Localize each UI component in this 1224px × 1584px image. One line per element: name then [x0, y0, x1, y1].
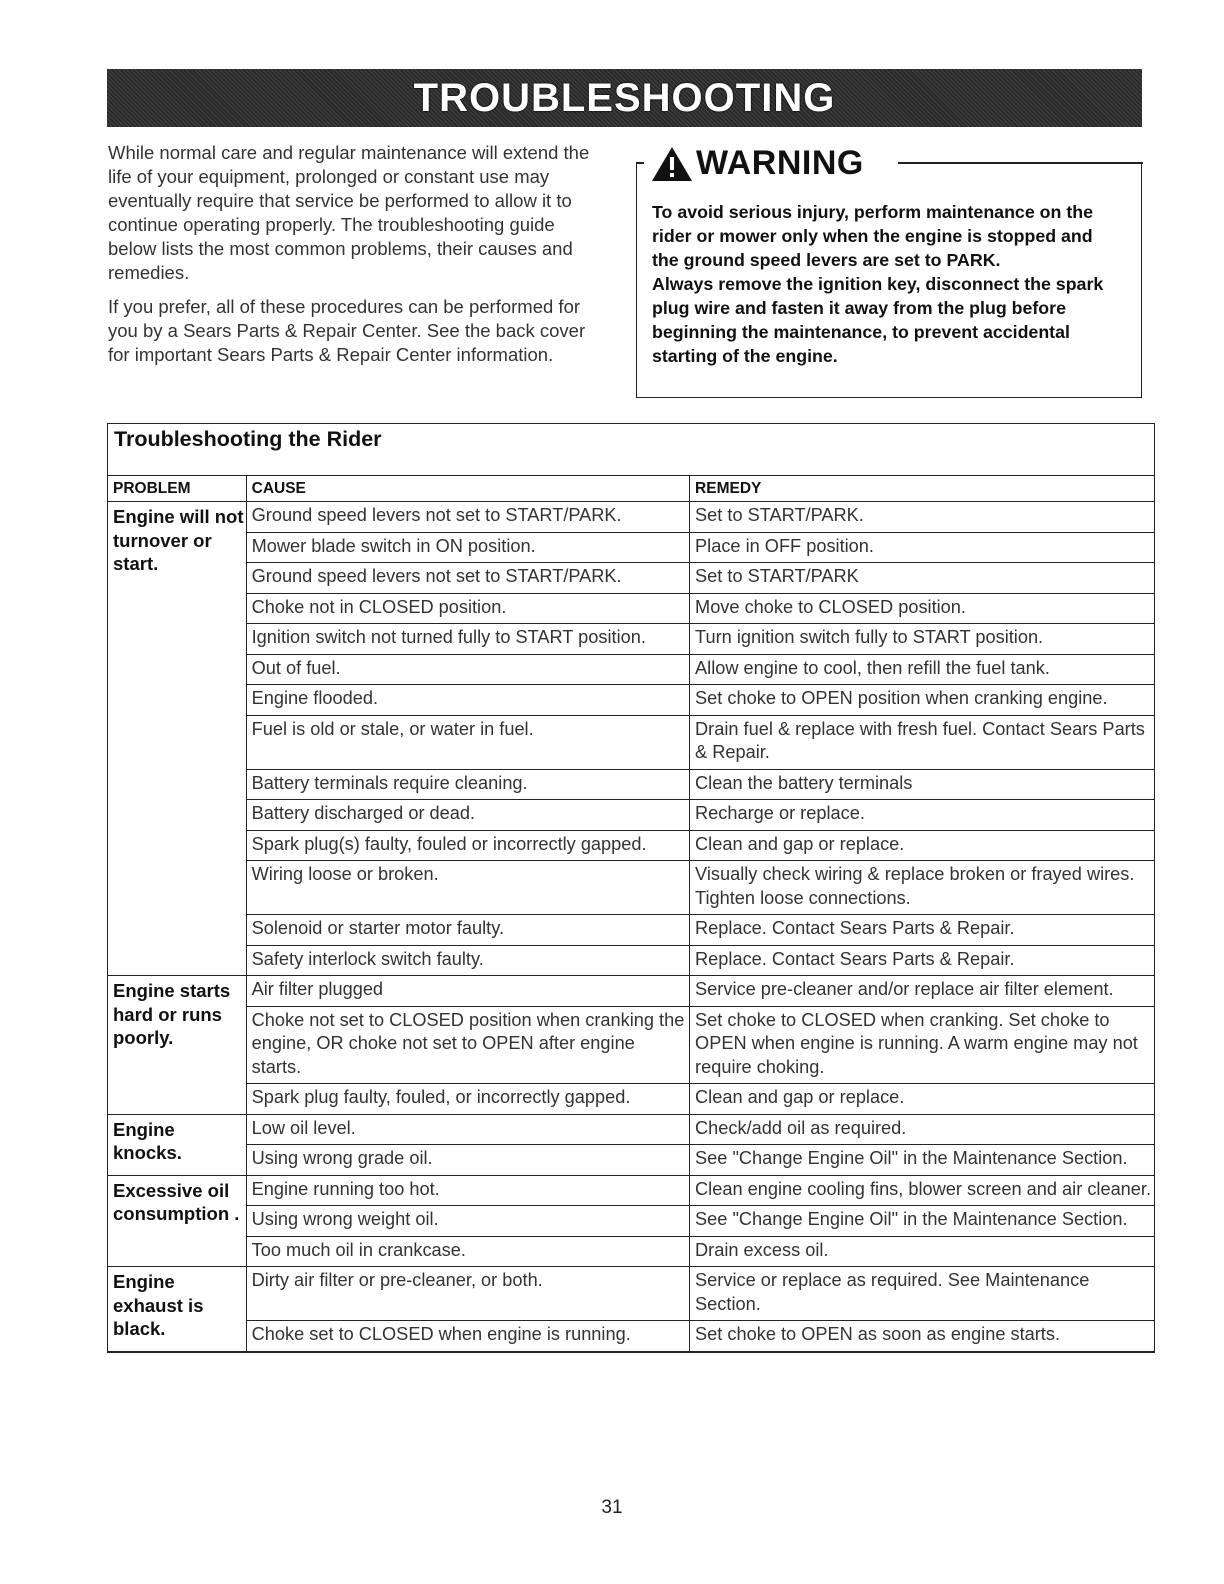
- warning-triangle-icon: [650, 145, 694, 183]
- cause-cell: Ground speed levers not set to START/PARK.: [246, 563, 689, 594]
- troubleshooting-table: [107, 423, 1155, 1353]
- header-remedy: REMEDY: [690, 476, 1154, 502]
- warning-text: [652, 200, 1122, 368]
- table-row: [108, 654, 1154, 685]
- page-number: 31: [601, 1497, 623, 1518]
- remedy-cell: Replace. Contact Sears Parts & Repair.: [690, 915, 1154, 946]
- warning-paragraph-2: Always remove the ignition key, disconnect the spark plug wire and fasten it away from the plug before beginning the maintenance, to prevent accidental starting of the engine.: [652, 274, 1104, 366]
- remedy-cell: Drain fuel & replace with fresh fuel. Contact Sears Parts & Repair.: [690, 715, 1154, 769]
- remedy-cell: Replace. Contact Sears Parts & Repair.: [690, 945, 1154, 976]
- table-row: [108, 1236, 1154, 1267]
- cause-cell: Choke set to CLOSED when engine is running.: [246, 1321, 689, 1352]
- cause-cell: Wiring loose or broken.: [246, 861, 689, 915]
- cause-cell: Using wrong grade oil.: [246, 1145, 689, 1176]
- remedy-cell: Set choke to OPEN as soon as engine starts.: [690, 1321, 1154, 1352]
- remedy-cell: Allow engine to cool, then refill the fuel tank.: [690, 654, 1154, 685]
- remedy-cell: Check/add oil as required.: [690, 1114, 1154, 1145]
- table-row: [108, 1145, 1154, 1176]
- problem-cell: Excessive oil consumption .: [108, 1175, 246, 1267]
- table-row: [108, 563, 1154, 594]
- cause-cell: Choke not set to CLOSED position when cranking the engine, OR choke not set to OPEN after engine starts.: [246, 1006, 689, 1084]
- cause-cell: Battery discharged or dead.: [246, 800, 689, 831]
- remedy-cell: Set to START/PARK.: [690, 502, 1154, 533]
- intro-paragraph-1: While normal care and regular maintenance will extend the life of your equipment, prolonged or constant use may eventually require that service be performed to allow it to continue operating properly. The troubleshooting guide below lists the most common problems, their causes and remedies.: [108, 142, 590, 283]
- table-body: [108, 502, 1154, 1352]
- page-title: TROUBLESHOOTING: [413, 75, 836, 120]
- warning-title: WARNING: [696, 144, 864, 182]
- table-row: [108, 532, 1154, 563]
- table-row: [108, 715, 1154, 769]
- table-title: Troubleshooting the Rider: [108, 424, 1154, 476]
- table-row: [108, 593, 1154, 624]
- header-row: [108, 476, 1154, 502]
- table-row: [108, 1206, 1154, 1237]
- intro-paragraph-2: If you prefer, all of these procedures can be performed for you by a Sears Parts & Repair Center. See the back cover for important Sears Parts & Repair Center information.: [108, 296, 586, 365]
- remedy-cell: Clean the battery terminals: [690, 769, 1154, 800]
- table-row: [108, 1114, 1154, 1145]
- table-row: [108, 1084, 1154, 1115]
- table-row: [108, 915, 1154, 946]
- cause-cell: Spark plug(s) faulty, fouled or incorrectly gapped.: [246, 830, 689, 861]
- table-row: [108, 769, 1154, 800]
- problem-cell: Engine will not turnover or start.: [108, 502, 246, 976]
- table-row: [108, 830, 1154, 861]
- remedy-cell: Service pre-cleaner and/or replace air filter element.: [690, 976, 1154, 1007]
- cause-cell: Ground speed levers not set to START/PARK.: [246, 502, 689, 533]
- cause-cell: Low oil level.: [246, 1114, 689, 1145]
- cause-cell: Choke not in CLOSED position.: [246, 593, 689, 624]
- table-row: [108, 1267, 1154, 1321]
- warning-paragraph-1: To avoid serious injury, perform maintenance on the rider or mower only when the engine is stopped and the ground speed levers are set to PARK.: [652, 202, 1093, 270]
- problem-cell: Engine starts hard or runs poorly.: [108, 976, 246, 1115]
- remedy-cell: Move choke to CLOSED position.: [690, 593, 1154, 624]
- table-row: [108, 976, 1154, 1007]
- remedy-cell: See "Change Engine Oil" in the Maintenance Section.: [690, 1145, 1154, 1176]
- table-row: [108, 624, 1154, 655]
- cause-cell: Battery terminals require cleaning.: [246, 769, 689, 800]
- remedy-cell: Set to START/PARK: [690, 563, 1154, 594]
- problem-cell: Engine exhaust is black.: [108, 1267, 246, 1352]
- remedy-cell: Set choke to CLOSED when cranking. Set choke to OPEN when engine is running. A warm engine may not require choking.: [690, 1006, 1154, 1084]
- cause-cell: Spark plug faulty, fouled, or incorrectly gapped.: [246, 1084, 689, 1115]
- cause-cell: Engine running too hot.: [246, 1175, 689, 1206]
- table-row: [108, 502, 1154, 533]
- table-row: [108, 861, 1154, 915]
- remedy-cell: Drain excess oil.: [690, 1236, 1154, 1267]
- remedy-cell: Set choke to OPEN position when cranking engine.: [690, 685, 1154, 716]
- header-cause: CAUSE: [246, 476, 689, 502]
- troubleshooting-grid: [108, 476, 1154, 1352]
- remedy-cell: Turn ignition switch fully to START position.: [690, 624, 1154, 655]
- remedy-cell: Place in OFF position.: [690, 532, 1154, 563]
- table-row: [108, 685, 1154, 716]
- remedy-cell: Service or replace as required. See Maintenance Section.: [690, 1267, 1154, 1321]
- table-row: [108, 945, 1154, 976]
- cause-cell: Engine flooded.: [246, 685, 689, 716]
- cause-cell: Solenoid or starter motor faulty.: [246, 915, 689, 946]
- remedy-cell: Visually check wiring & replace broken or frayed wires. Tighten loose connections.: [690, 861, 1154, 915]
- table-row: [108, 800, 1154, 831]
- table-row: [108, 1321, 1154, 1352]
- intro-text: [108, 141, 608, 377]
- remedy-cell: See "Change Engine Oil" in the Maintenance Section.: [690, 1206, 1154, 1237]
- cause-cell: Mower blade switch in ON position.: [246, 532, 689, 563]
- remedy-cell: Recharge or replace.: [690, 800, 1154, 831]
- table-row: [108, 1175, 1154, 1206]
- cause-cell: Fuel is old or stale, or water in fuel.: [246, 715, 689, 769]
- cause-cell: Air filter plugged: [246, 976, 689, 1007]
- cause-cell: Ignition switch not turned fully to START position.: [246, 624, 689, 655]
- remedy-cell: Clean and gap or replace.: [690, 1084, 1154, 1115]
- table-row: [108, 1006, 1154, 1084]
- cause-cell: Safety interlock switch faulty.: [246, 945, 689, 976]
- cause-cell: Too much oil in crankcase.: [246, 1236, 689, 1267]
- cause-cell: Dirty air filter or pre-cleaner, or both.: [246, 1267, 689, 1321]
- cause-cell: Out of fuel.: [246, 654, 689, 685]
- problem-cell: Engine knocks.: [108, 1114, 246, 1175]
- section-banner: [107, 69, 1142, 127]
- header-problem: PROBLEM: [108, 476, 246, 502]
- remedy-cell: Clean and gap or replace.: [690, 830, 1154, 861]
- cause-cell: Using wrong weight oil.: [246, 1206, 689, 1237]
- remedy-cell: Clean engine cooling fins, blower screen and air cleaner.: [690, 1175, 1154, 1206]
- warning-heading: [650, 144, 870, 183]
